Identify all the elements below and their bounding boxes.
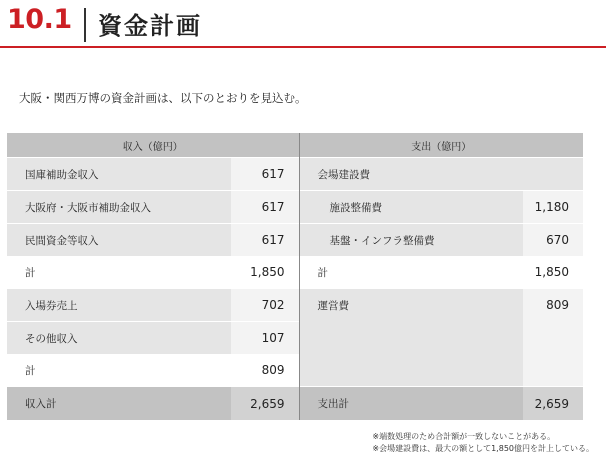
table-row xyxy=(7,191,583,224)
table-total-row xyxy=(7,387,583,421)
income-subtotal2-value: 809 xyxy=(231,354,299,387)
expense-subtotal-label: 計 xyxy=(299,256,523,289)
local-subsidy-label: 大阪府・大阪市補助金収入 xyxy=(7,191,231,224)
funding-table xyxy=(7,133,583,420)
local-subsidy-value: 617 xyxy=(231,191,299,224)
private-funds-label: 民間資金等収入 xyxy=(7,224,231,257)
expense-total-label: 支出計 xyxy=(299,387,523,421)
income-header: 収入（億円） xyxy=(7,133,299,158)
national-subsidy-value: 617 xyxy=(231,158,299,191)
other-income-label: その他収入 xyxy=(7,322,231,355)
income-subtotal2-label: 計 xyxy=(7,354,231,387)
income-subtotal1-label: 計 xyxy=(7,256,231,289)
venue-construction-label: 会場建設費 xyxy=(299,158,523,191)
table-row xyxy=(7,256,583,289)
operation-label: 運営費 xyxy=(299,289,523,322)
header-rule xyxy=(0,46,606,48)
expense-header: 支出（億円） xyxy=(299,133,583,158)
tickets-value: 702 xyxy=(231,289,299,322)
infra-value: 670 xyxy=(523,224,583,257)
table-row xyxy=(7,158,583,191)
empty-cell xyxy=(523,354,583,387)
facility-value: 1,180 xyxy=(523,191,583,224)
empty-cell xyxy=(299,322,523,355)
empty-cell xyxy=(299,354,523,387)
infra-label: 基盤・インフラ整備費 xyxy=(299,224,523,257)
other-income-value: 107 xyxy=(231,322,299,355)
income-subtotal1-value: 1,850 xyxy=(231,256,299,289)
income-total-label: 収入計 xyxy=(7,387,231,421)
intro-text: 大阪・関西万博の資金計画は、以下のとおりを見込む。 xyxy=(19,91,307,105)
empty-cell xyxy=(523,322,583,355)
footnote: ※端数処理のため合計額が一致しないことがある。 xyxy=(372,432,556,441)
footnotes xyxy=(372,431,594,455)
table-header-row xyxy=(7,133,583,158)
table-row xyxy=(7,354,583,387)
table-row xyxy=(7,289,583,322)
footnote: ※会場建設費は、最大の額として1,850億円を計上している。 xyxy=(372,444,594,453)
national-subsidy-label: 国庫補助金収入 xyxy=(7,158,231,191)
table-row xyxy=(7,224,583,257)
facility-label: 施設整備費 xyxy=(299,191,523,224)
operation-value: 809 xyxy=(523,289,583,322)
expense-subtotal-value: 1,850 xyxy=(523,256,583,289)
tickets-label: 入場券売上 xyxy=(7,289,231,322)
empty-cell xyxy=(523,158,583,191)
section-number: 10.1 xyxy=(7,4,72,35)
income-total-value: 2,659 xyxy=(231,387,299,421)
private-funds-value: 617 xyxy=(231,224,299,257)
page-title: 資金計画 xyxy=(98,12,202,40)
expense-total-value: 2,659 xyxy=(523,387,583,421)
table-row xyxy=(7,322,583,355)
header-divider xyxy=(84,8,86,42)
